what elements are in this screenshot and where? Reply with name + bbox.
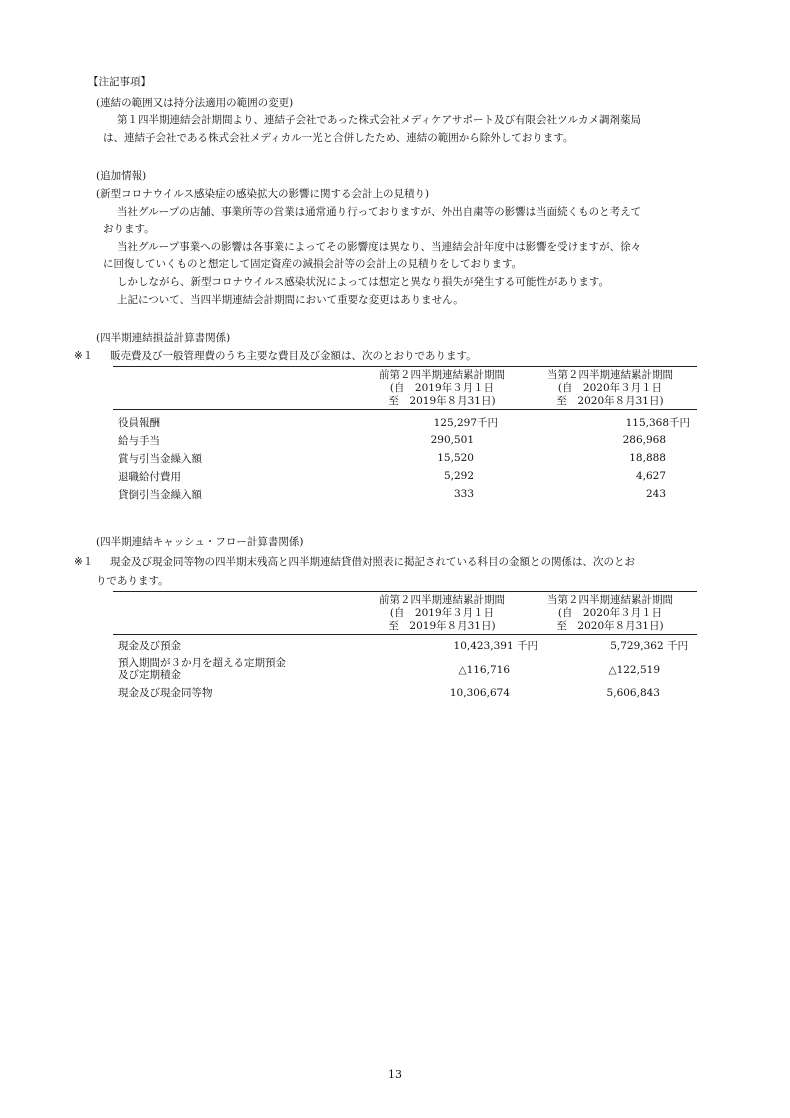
income-col1-header [362, 369, 522, 408]
row-value-prior: 5,292 [443, 470, 474, 482]
col-header-from: (自 2019年３月１日 [389, 382, 495, 394]
income-section-title: (四半期連結損益計算書関係) [96, 332, 231, 344]
scope-change-title: (連結の範囲又は持分法適用の範囲の変更) [96, 97, 294, 109]
row-label: 現金及び預金 [118, 640, 181, 652]
table-row [118, 431, 690, 449]
row-label: 退職給付費用 [118, 470, 181, 483]
covid-estimate-title: (新型コロナウイルス感染症の感染拡大の影響に関する会計上の見積り) [96, 188, 430, 200]
table-row [118, 485, 690, 503]
row-value-current: 286,968 [622, 434, 666, 446]
row-label-continued: 及び定期積金 [118, 669, 181, 681]
row-value-prior: 333 [453, 488, 474, 500]
table-top-rule [113, 366, 697, 367]
row-label: 現金及び現金同等物 [118, 687, 213, 699]
cash-col2-header [530, 594, 690, 633]
row-value-current: 5,729,362 千円 [610, 640, 688, 652]
cash-note-text-line: りであります。 [96, 575, 169, 587]
row-value-current: 243 [645, 488, 666, 500]
row-label: 預入期間が３か月を超える定期預金 [118, 657, 286, 669]
row-value-current: △122,519 [608, 664, 660, 676]
covid-text-line: 上記について、当四半期連結会計期間において重要な変更はありません。 [117, 294, 464, 306]
income-table [118, 413, 690, 503]
col-header-to: 至 2019年８月31日) [388, 395, 496, 407]
additional-info-title: (追加情報) [96, 170, 147, 182]
cash-section-title: (四半期連結キャッシュ・フロー計算書関係) [96, 536, 304, 548]
table-header-rule [113, 409, 697, 410]
col-header-period: 当第２四半期連結累計期間 [547, 594, 673, 606]
row-value-current: 115,368千円 [625, 416, 690, 429]
row-value-current: 5,606,843 [606, 687, 660, 699]
col-header-to: 至 2019年８月31日) [388, 620, 496, 632]
table-top-rule [113, 591, 697, 592]
row-value-prior: △116,716 [458, 664, 510, 676]
col-header-from: (自 2020年３月１日 [557, 607, 663, 619]
row-value-current: 18,888 [629, 452, 666, 464]
table-row [118, 449, 690, 467]
col-header-period: 当第２四半期連結累計期間 [547, 369, 673, 381]
cash-col1-header [362, 594, 522, 633]
col-header-to: 至 2020年８月31日) [556, 620, 664, 632]
row-label: 給与手当 [118, 434, 160, 447]
cash-note-mark: ※１ [74, 556, 94, 568]
row-value-prior: 125,297千円 [433, 416, 498, 429]
table-row [118, 413, 690, 431]
table-header-rule [113, 634, 697, 635]
col-header-period: 前第２四半期連結累計期間 [379, 594, 505, 606]
income-note-text: 販売費及び一般管理費のうち主要な費目及び金額は、次のとおりであります。 [110, 350, 477, 362]
row-value-prior: 10,306,674 [449, 687, 510, 699]
row-value-prior: 15,520 [437, 452, 474, 464]
col-header-from: (自 2019年３月１日 [389, 607, 495, 619]
row-value-prior: 290,501 [430, 434, 474, 446]
covid-text-line: 当社グループ事業への影響は各事業によってその影響度は異なり、当連結会計年度中は影響を受けますが、徐々 [117, 241, 642, 253]
notes-heading: 【注記事項】 [88, 76, 151, 88]
row-label: 賞与引当金繰入額 [118, 452, 202, 465]
covid-text-line: しかしながら、新型コロナウイルス感染状況によっては想定と異なり損失が発生する可能性があります。 [117, 276, 610, 288]
row-label: 貸倒引当金繰入額 [118, 488, 202, 501]
row-value-current: 4,627 [635, 470, 666, 482]
col-header-to: 至 2020年８月31日) [556, 395, 664, 407]
col-header-from: (自 2020年３月１日 [557, 382, 663, 394]
covid-text-line: 当社グループの店舗、事業所等の営業は通常通り行っておりますが、外出自粛等の影響は当面続くものと考えて [117, 206, 642, 218]
covid-text-line: に回復していくものと想定して固定資産の減損会計等の会計上の見積りをしております。 [103, 258, 523, 270]
row-value-prior: 10,423,391 千円 [453, 640, 538, 652]
page-number: 13 [388, 1068, 402, 1081]
table-row [118, 467, 690, 485]
scope-change-text-line: は、連結子会社である株式会社メディカル一光と合併したため、連結の範囲から除外しております。 [103, 132, 574, 144]
row-label: 役員報酬 [118, 416, 160, 429]
col-header-period: 前第２四半期連結累計期間 [379, 369, 505, 381]
covid-text-line: おります。 [103, 223, 155, 235]
income-note-mark: ※１ [74, 350, 94, 362]
cash-note-text-line: 現金及び現金同等物の四半期末残高と四半期連結貸借対照表に掲記されている科目の金額との関係は、次のとお [110, 556, 635, 568]
scope-change-text-line: 第１四半期連結会計期間より、連結子会社であった株式会社メディケアサポート及び有限会社ツルカメ調剤薬局 [117, 114, 642, 126]
income-col2-header [530, 369, 690, 408]
